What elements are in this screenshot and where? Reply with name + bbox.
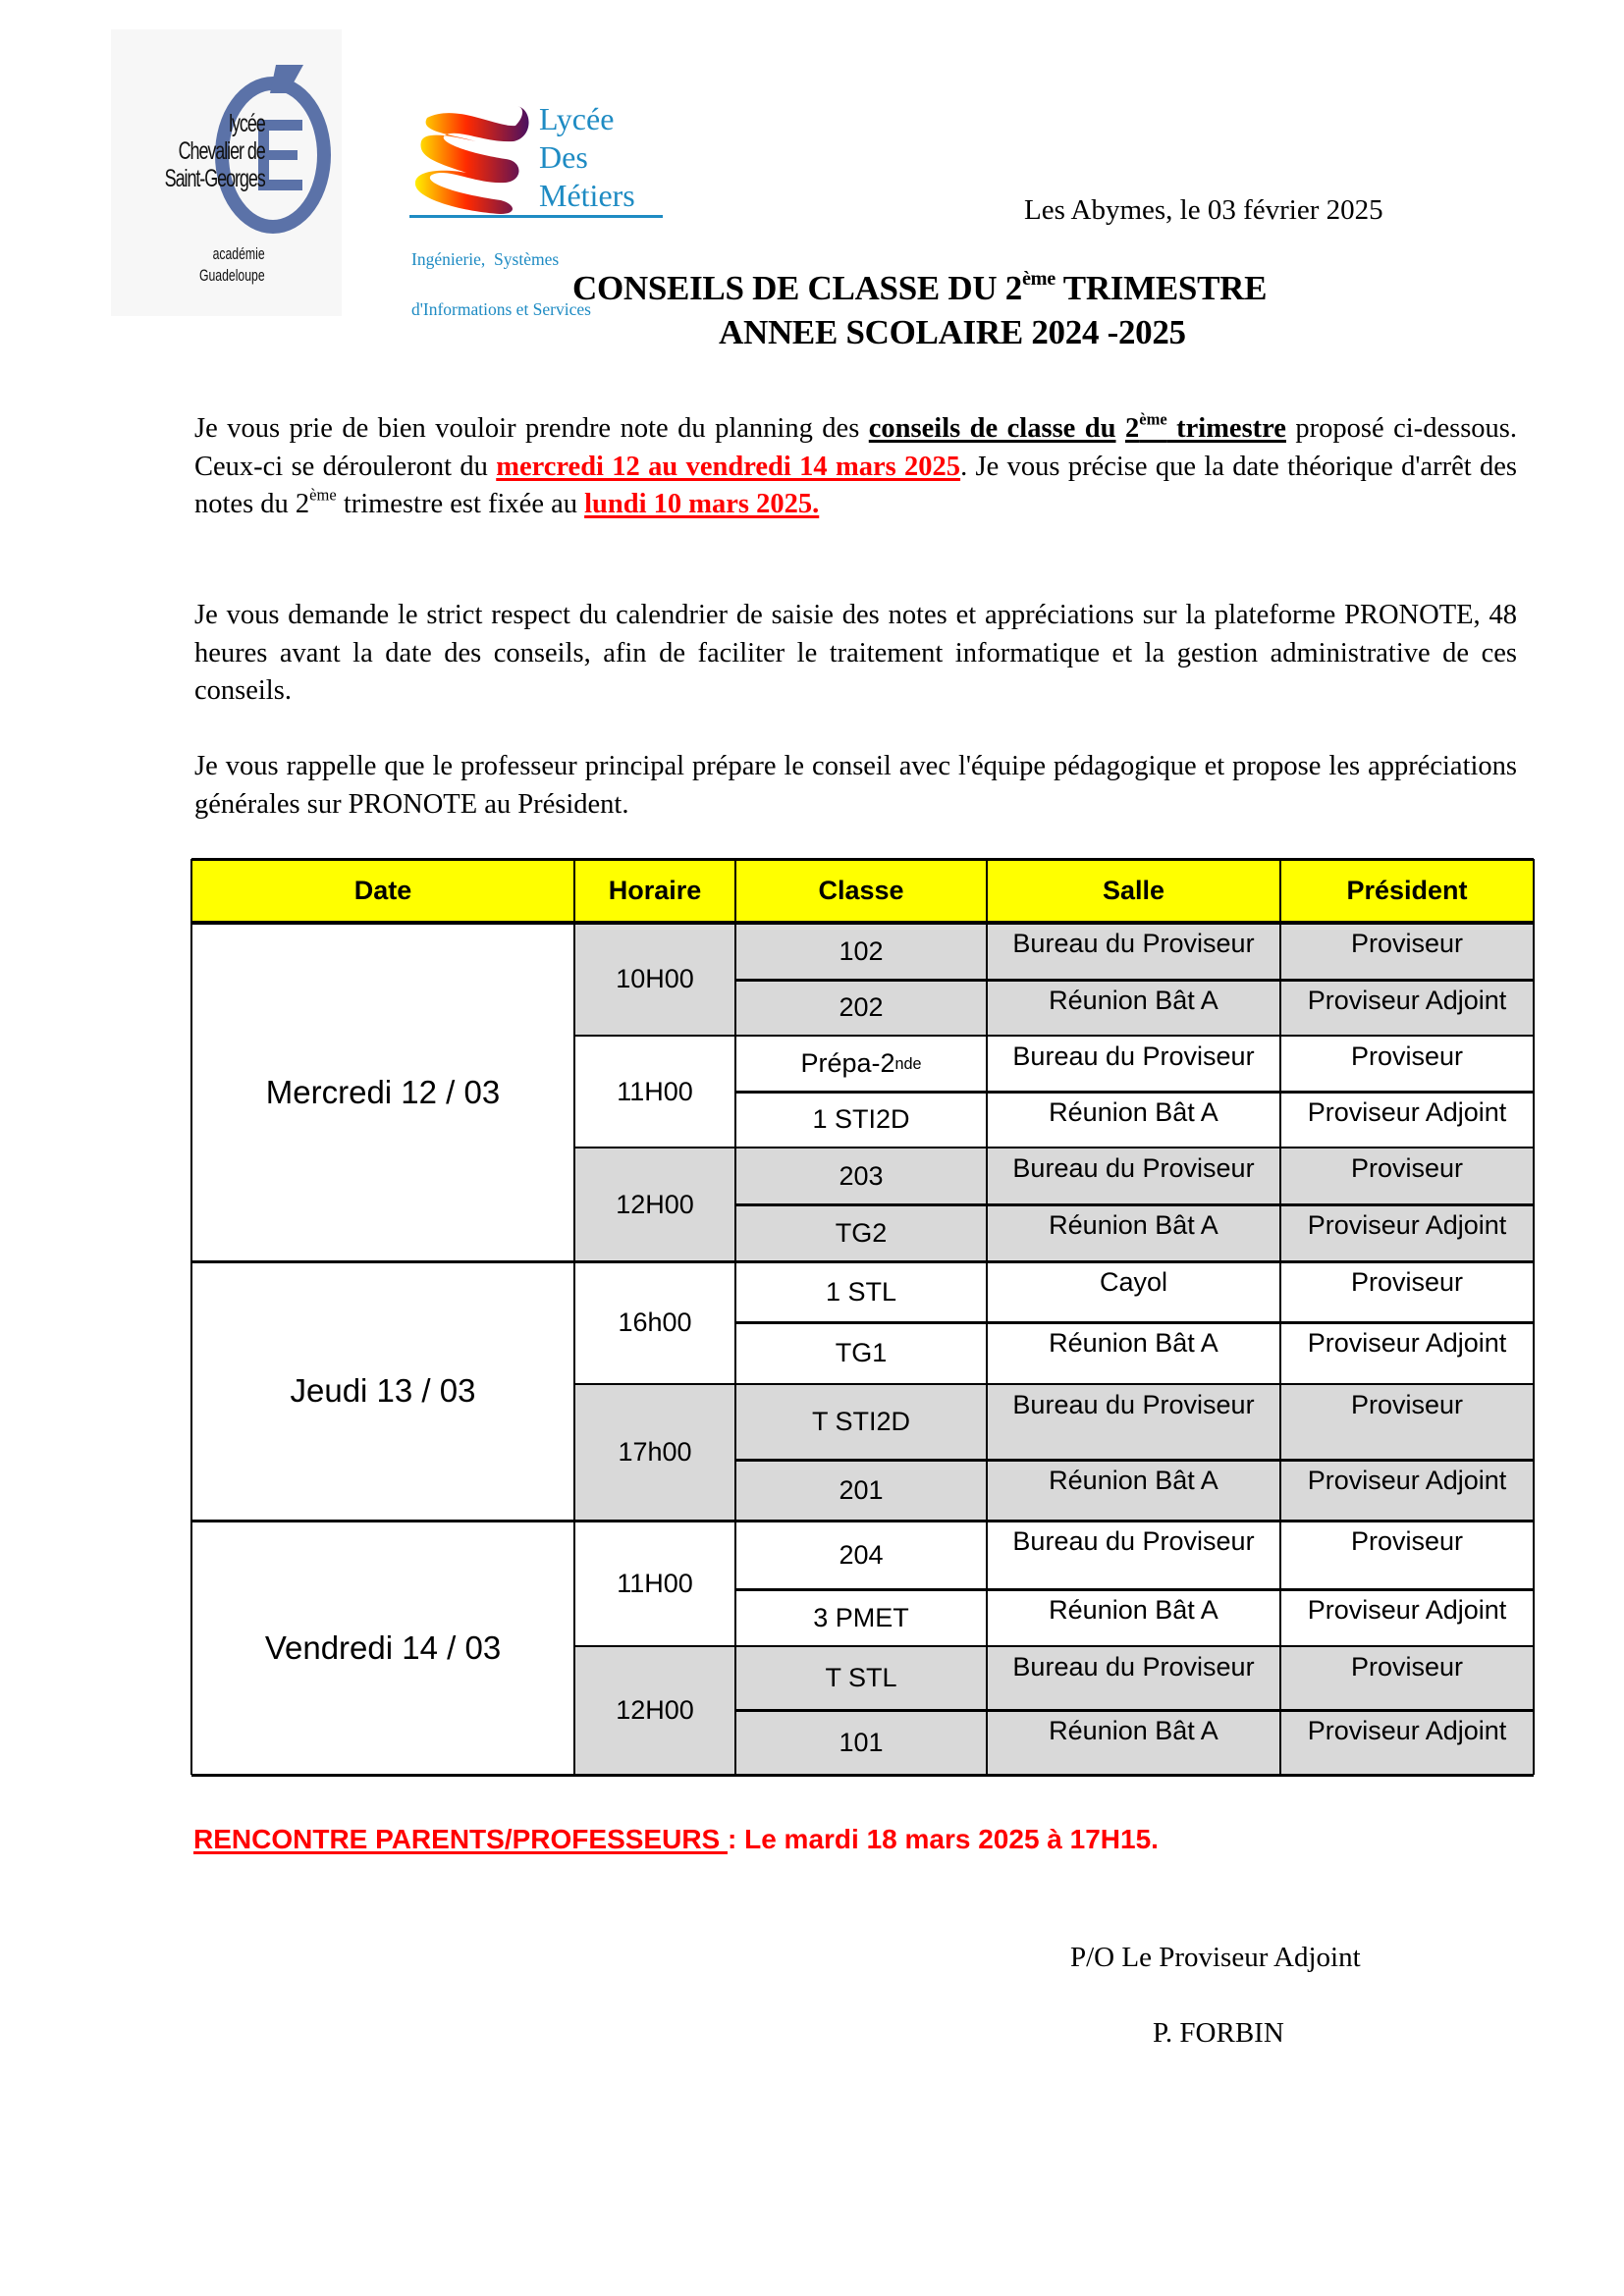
school-name — [165, 110, 265, 192]
table-rule — [190, 859, 192, 1775]
logo-line: Des — [539, 139, 588, 175]
table-rule — [1533, 859, 1535, 1775]
school-name-line: Chevalier de — [178, 137, 265, 165]
classe-cell: T STL — [735, 1646, 987, 1710]
text: Je vous prie de bien vouloir prendre note du planning des — [194, 413, 869, 444]
salle-cell: Bureau du Proviseur — [1012, 1041, 1255, 1071]
table-rule — [735, 1709, 1534, 1712]
table-rule — [574, 1035, 1534, 1037]
horaire-cell: 11H00 — [617, 1568, 693, 1598]
president-cell: Proviseur Adjoint — [1280, 1710, 1534, 1775]
table-rule — [573, 859, 575, 1775]
classe-cell: 3 PMET — [813, 1602, 909, 1632]
title-text: TRIMESTRE — [1055, 269, 1268, 307]
salle-cell: Réunion Bât A — [987, 1710, 1280, 1775]
table-rule — [735, 1459, 1534, 1462]
date-cell: Vendredi 14 / 03 — [264, 1629, 502, 1666]
classe-cell: 101 — [735, 1710, 987, 1775]
classe-cell: 1 STI2D — [812, 1104, 910, 1134]
classe-cell: 102 — [735, 923, 987, 980]
president-cell: Proviseur — [1280, 1384, 1534, 1460]
classe-cell: 1 STL — [825, 1276, 897, 1307]
parent-teacher-meeting-notice — [193, 1824, 1159, 1855]
meeting-text: : Le mardi 18 mars 2025 à 17H15. — [728, 1824, 1159, 1854]
salle-cell: Bureau du Proviseur — [987, 1384, 1280, 1460]
president-cell: Proviseur — [1280, 1148, 1534, 1204]
horaire-cell: 12H00 — [574, 1646, 735, 1775]
classe-cell: 201 — [735, 1460, 987, 1521]
table-rule — [574, 1383, 1534, 1385]
table-rule — [1279, 859, 1281, 1775]
table-rule — [735, 1091, 1534, 1094]
tagline-line: d'Informations et Services — [411, 299, 591, 319]
table-rule — [574, 1645, 1534, 1647]
flame-wave-icon — [407, 98, 535, 216]
meeting-label: RENCONTRE PARENTS/PROFESSEURS — [193, 1824, 728, 1854]
column-header: Classe — [735, 859, 987, 923]
table-rule — [574, 1147, 1534, 1148]
president-cell: Proviseur Adjoint — [1307, 1328, 1507, 1358]
salle-cell: Cayol — [1099, 1267, 1168, 1297]
salle-cell: Bureau du Proviseur — [987, 1646, 1280, 1710]
date-cell: Jeudi 13 / 03 — [290, 1372, 476, 1409]
classe-cell: TG2 — [735, 1204, 987, 1261]
horaire-cell: 17h00 — [574, 1384, 735, 1521]
president-cell: Proviseur Adjoint — [1307, 1097, 1507, 1127]
classe-cell: Prépa-2 nde — [800, 1048, 922, 1078]
table-rule — [191, 1260, 1534, 1263]
president-cell: Proviseur — [1350, 1526, 1464, 1556]
classe-cell: 203 — [735, 1148, 987, 1204]
table-rule — [735, 1321, 1534, 1324]
logo-line: Lycée — [539, 101, 615, 136]
text: proposé ci-dessous. Ceux-ci se dérouleront du — [194, 413, 1517, 482]
tagline-line: Ingénierie, Systèmes — [411, 249, 560, 269]
salle-cell: Réunion Bât A — [1049, 1328, 1218, 1358]
table-rule — [735, 1203, 1534, 1206]
salle-cell: Bureau du Proviseur — [987, 923, 1280, 980]
table-rule — [735, 979, 1534, 982]
signature-name: P. FORBIN — [1153, 2017, 1284, 2049]
table-rule — [191, 1520, 1534, 1522]
lycee-des-metiers-name — [539, 100, 635, 215]
council-dates-highlight: mercredi 12 au vendredi 14 mars 2025 — [496, 451, 961, 482]
classe-cell: TG1 — [835, 1338, 888, 1367]
title-superscript: ème — [1021, 267, 1056, 290]
table-rule — [191, 858, 1534, 861]
page-subtitle: ANNEE SCOLAIRE 2024 -2025 — [719, 313, 1186, 351]
column-header: Date — [191, 859, 574, 923]
president-cell: Proviseur Adjoint — [1280, 980, 1534, 1036]
title-text: CONSEILS DE CLASSE DU 2 — [572, 269, 1022, 307]
salle-cell: Réunion Bât A — [1049, 1595, 1218, 1625]
classe-cell: T STI2D — [735, 1384, 987, 1460]
classe-cell: 204 — [839, 1539, 884, 1570]
president-cell: Proviseur Adjoint — [1280, 1204, 1534, 1261]
column-header: Horaire — [574, 859, 735, 923]
president-cell: Proviseur — [1350, 1041, 1464, 1071]
intro-paragraph — [194, 410, 1517, 524]
school-name-line: lycée — [229, 110, 265, 137]
text — [1116, 413, 1125, 444]
president-cell: Proviseur Adjoint — [1280, 1460, 1534, 1521]
school-name-line: Saint-Georges — [164, 165, 265, 192]
text: . Je vous précise que la date théorique d'arrêt des notes du 2 — [194, 451, 1518, 520]
president-cell: Proviseur — [1350, 1267, 1464, 1297]
academy-line: Guadeloupe — [199, 266, 265, 285]
salle-cell: Réunion Bât A — [987, 1204, 1280, 1261]
salle-cell: Bureau du Proviseur — [987, 1148, 1280, 1204]
column-header: Salle — [987, 859, 1280, 923]
table-rule — [191, 921, 1534, 925]
page-title — [572, 269, 1267, 308]
council-schedule-table — [191, 859, 1534, 1775]
pronote-paragraph: Je vous demande le strict respect du calendrier de saisie des notes et appréciations sur la plateforme PRONOTE, 48 heures avant la date des conseils, afin de faciliter le traitement informatique et la gestion administrative de ces conseils. — [194, 600, 1517, 707]
salle-cell: Réunion Bât A — [987, 980, 1280, 1036]
principal-paragraph: Je vous rappelle que le professeur principal prépare le conseil avec l'équipe pédagogique et propose les appréciations générales sur PRONOTE au Président. — [194, 751, 1517, 820]
lycee-des-metiers-logo — [407, 96, 665, 319]
emphasis-text: conseils de classe du — [868, 413, 1116, 444]
logo-line: Métiers — [539, 178, 635, 213]
classe-cell: 202 — [735, 980, 987, 1036]
table-rule — [734, 859, 736, 1775]
logo-tagline — [411, 218, 591, 351]
salle-cell: Réunion Bât A — [1049, 1097, 1218, 1127]
president-cell: Proviseur — [1280, 923, 1534, 980]
president-cell: Proviseur — [1280, 1646, 1534, 1710]
emphasis-text: trimestre — [1166, 413, 1286, 444]
horaire-cell: 12H00 — [574, 1148, 735, 1261]
academy-name — [199, 243, 265, 287]
table-rule — [735, 1588, 1534, 1591]
column-header: Président — [1280, 859, 1534, 923]
table-rule — [986, 859, 988, 1775]
date-cell: Mercredi 12 / 03 — [265, 1073, 501, 1110]
academy-line: académie — [212, 244, 265, 263]
horaire-cell: 10H00 — [574, 923, 735, 1036]
horaire-cell: 11H00 — [617, 1076, 693, 1106]
text: trimestre est fixée au — [336, 489, 585, 520]
classe-text: Prépa-2 — [800, 1048, 895, 1078]
table-rule — [191, 1774, 1534, 1777]
superscript: ème — [309, 485, 337, 505]
lycee-chevalier-logo — [111, 29, 342, 316]
superscript: ème — [1139, 409, 1167, 429]
grades-deadline-highlight: lundi 10 mars 2025. — [584, 489, 820, 520]
president-cell: Proviseur Adjoint — [1307, 1595, 1507, 1625]
place-and-date: Les Abymes, le 03 février 2025 — [1024, 194, 1383, 226]
salle-cell: Bureau du Proviseur — [1012, 1526, 1255, 1556]
signature-title: P/O Le Proviseur Adjoint — [1070, 1942, 1361, 1973]
emphasis-text: 2 — [1124, 413, 1140, 444]
salle-cell: Réunion Bât A — [987, 1460, 1280, 1521]
horaire-cell: 16h00 — [618, 1308, 692, 1337]
